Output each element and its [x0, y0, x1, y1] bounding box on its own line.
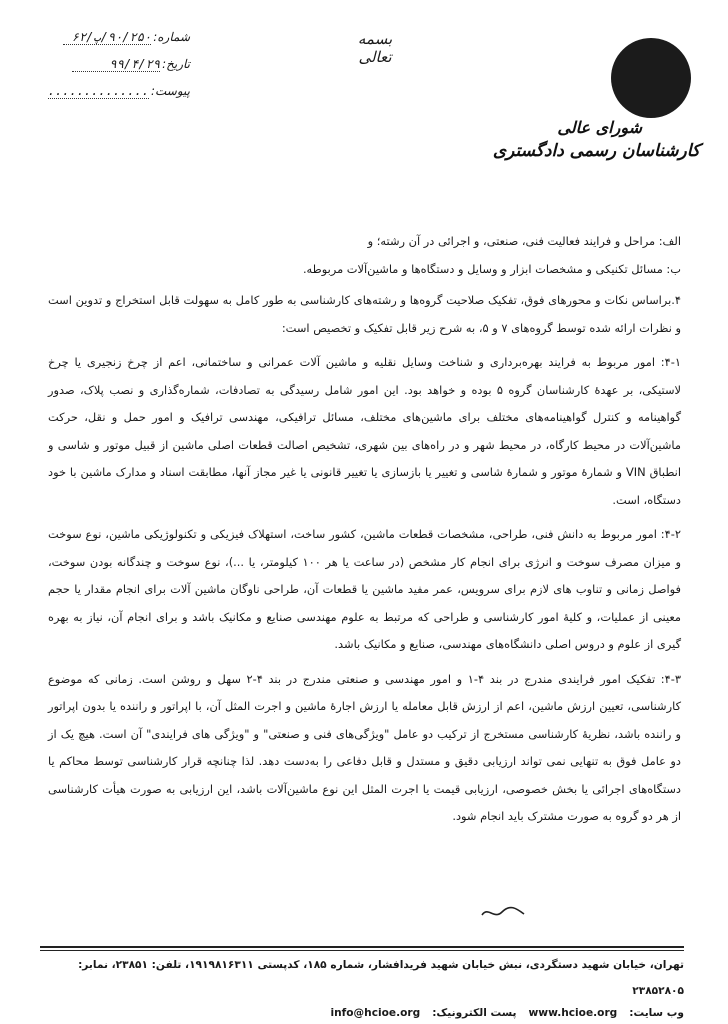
email-label: پست الکترونیک: [432, 1007, 517, 1019]
organization-name [480, 118, 700, 161]
date-value: ۹۹/۴/۲۹ [72, 57, 160, 72]
website-link[interactable]: www.hcioe.org [528, 1007, 618, 1019]
item-alef: الف: مراحل و فرایند فعالیت فنی، صنعتی، و اجرائی در آن رشته؛ و [367, 234, 681, 248]
letter-body [48, 228, 681, 831]
letter-number-row [40, 30, 190, 57]
footer-address: تهران، خیابان شهید دستگردی، نبش خیابان شهید فریدافشار، شماره ۱۸۵، کدپستی ۱۹۱۹۸۱۶۳۱۱، تلفن: ۲۳۸۵۱، نمابر: ۲۳۸۵۲۸۰۵ [78, 959, 684, 997]
section-4-3: ۴-۳: تفکیک امور فرایندی مندرج در بند ۴-۱ و امور مهندسی و صنعتی مندرج در بند ۴-۲ سهل و روشن است. زمانی که موضوع کارشناسی، تعیین ارزش ماشین، اعم از ارزش قابل معامله یا ارزش اجارهٔ ماشین و اجرت المثل آن، با اپراتور و راننده یا بدون اپراتور و راننده باشد، نظریهٔ کارشناسی مستخرج از ترکیب دو عامل "ویژگی‌های فنی و صنعتی" و "ویژگی های فرایندی" آن است. هیچ یک از دو عامل فوق به تنهایی نمی تواند ارزیابی دقیق و مستدل و قابل دفاعی را به‌دست دهد. لذا چنانچه قرار کارشناسی توسط محاکم یا دستگاه‌های اجرائی یا بخش خصوصی، ارزیابی قیمت یا اجرت المثل این نوع ماشین‌آلات باشد، این ارزیابی به صورت هیأت کارشناسی از هر دو گروه به صورت مشترک باید انجام شود. [48, 671, 681, 823]
footer-rule-thin [40, 950, 684, 951]
letter-meta [40, 30, 190, 111]
footer-rule-thick [40, 946, 684, 948]
section-4-2: ۴-۲: امور مربوط به دانش فنی، طراحی، مشخصات قطعات ماشین، کشور ساخت، استهلاک فیزیکی و تکنولوژیکی ماشین، نوع سوخت و میزان مصرف سوخت و انرژی برای انجام کار مشخص (در ساعت یا هر ۱۰۰ کیلومتر، یا ...)، نوع سوخت و چندگانه بودن سوخت، فواصل زمانی و تناوب های لازم برای سرویس، عمر مفید ماشین یا قطعات آن، طراحی ناوگان ماشین آلات برای انجام مقدار یا حجم معینی از عملیات، و کلیهٔ امور کارشناسی و طراحی که مرتبط به علوم مهندسی صنایع و مکانیک باشد و برای انجام آن، نیاز به بهره گیری از علوم و دروس اصلی دانشگاه‌های مهندسی، صنایع و مکانیک باشد. [48, 527, 681, 651]
number-label: شماره: [153, 30, 190, 44]
org-name-line-1: شورای عالی [557, 118, 642, 137]
logo-disc-icon [611, 38, 691, 118]
letter-footer [40, 952, 684, 1022]
section-4: ۴.براساس نکات و محورهای فوق، تفکیک صلاحیت گروه‌ها و رشته‌های کارشناسی به طور کامل به سهولت قابل استخراج و تدوین است و نظرات ارائه شده توسط گروه‌های ۷ و ۵، به شرح زیر قابل تفکیک و تخصیص است: [48, 293, 681, 335]
footer-contacts [40, 1004, 684, 1022]
attachment-value: .............. [47, 84, 149, 98]
item-be: ب: مسائل تکنیکی و مشخصات ابزار و وسایل و دستگاه‌ها و ماشین‌آلات مربوطه. [302, 261, 681, 276]
number-value: ۹۰/۲۵۰/پ/۶۲ [63, 30, 151, 45]
org-name-line-2: کارشناسان رسمی دادگستری [492, 141, 700, 161]
bismillah-heading: بسمه تعالی [357, 30, 393, 66]
signature-mark-icon [478, 902, 528, 922]
section-4-1: ۴-۱: امور مربوط به فرایند بهره‌برداری و شناخت وسایل نقلیه و ماشین آلات عمرانی و ساختمانی، اعم از چرخ زنجیری یا چرخ لاستیکی، بر عهدهٔ کارشناسان گروه ۵ بوده و خواهد بود. این امور شامل رسیدگی به تصادفات، شماره‌گذاری و نصب پلاک، صدور گواهینامه و کنترل گواهینامه‌های مختلف برای ماشین‌های مختلف، مسائل ترافیکی، مهندسی ترافیک و امور حمل و نقل، حرکت ماشین‌آلات در محیط کارگاه، در محیط شهر و در راه‌های بین شهری، تشخیص اصالت قطعات اصلی ماشین از قبیل موتور و شاسی و انطباق VIN و شمارهٔ موتور و شمارهٔ شاسی و تغییر یا بازسازی یا تغییر قانونی یا غیر مجاز آنها، مطابقت اسناد و مدارک ماشین با خود دستگاه، است. [48, 355, 682, 507]
letter-date-row [40, 57, 190, 84]
letter-attachment-row [40, 84, 190, 111]
website-label: وب سایت: [629, 1007, 684, 1019]
email-link[interactable]: info@hcioe.org [330, 1007, 421, 1019]
attachment-label: پیوست: [150, 84, 190, 98]
date-label: تاریخ: [162, 57, 190, 71]
